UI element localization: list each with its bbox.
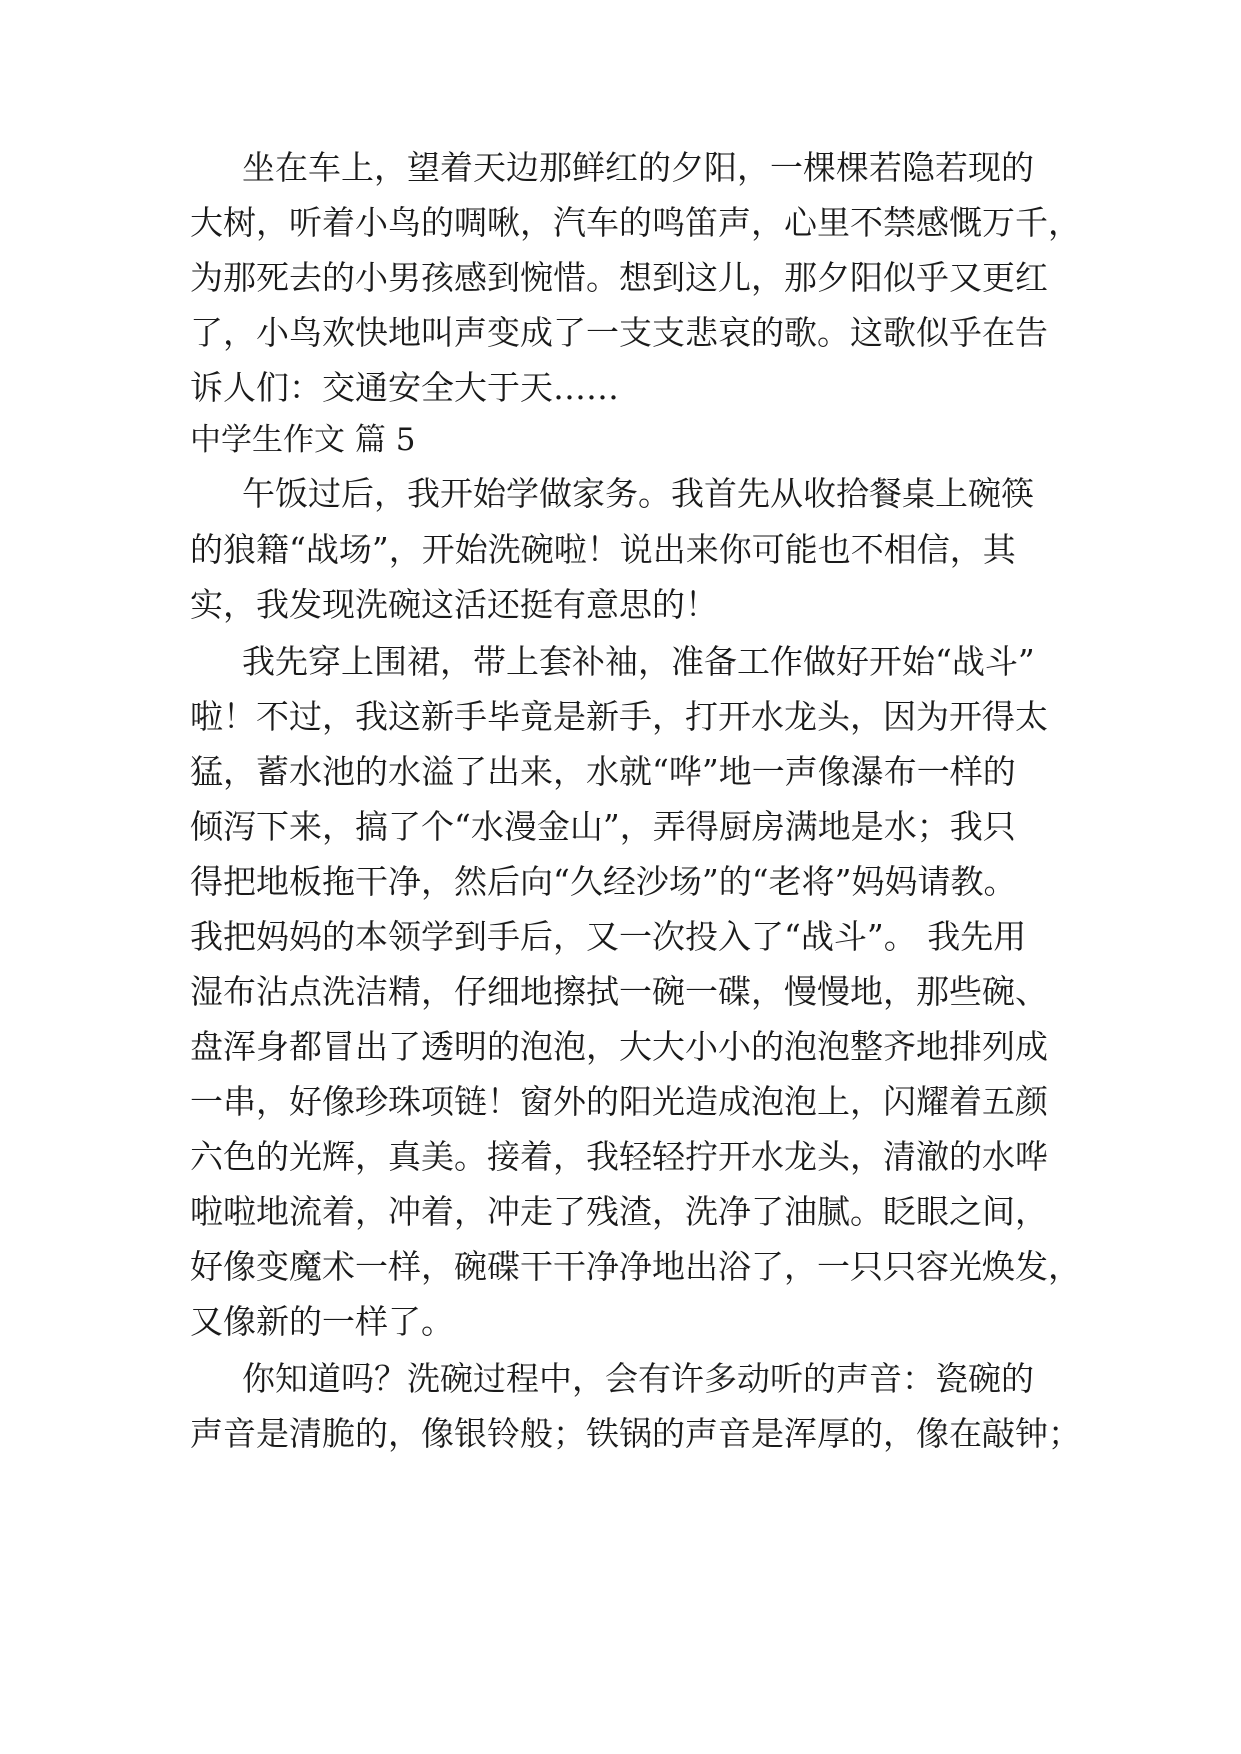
paragraph-line: 我先穿上围裙，带上套补袖，准备工作做好开始“战斗” <box>242 642 1035 681</box>
paragraph-line: 午饭过后，我开始学做家务。我首先从收拾餐桌上碗筷 <box>242 474 1034 513</box>
paragraph-line: 好像变魔术一样，碗碟干干净净地出浴了，一只只容光焕发， <box>190 1247 1081 1286</box>
paragraph-line: 实，我发现洗碗这活还挺有意思的！ <box>190 585 718 624</box>
paragraph-line: 啦！不过，我这新手毕竟是新手，打开水龙头，因为开得太 <box>190 697 1048 736</box>
paragraph-line: 了，小鸟欢快地叫声变成了一支支悲哀的歌。这歌似乎在告 <box>190 313 1048 352</box>
paragraph-line: 一串，好像珍珠项链！窗外的阳光造成泡泡上，闪耀着五颜 <box>190 1082 1048 1121</box>
paragraph-line: 大树，听着小鸟的啁啾，汽车的鸣笛声，心里不禁感慨万千， <box>190 203 1081 242</box>
paragraph-line: 的狼籍“战场”，开始洗碗啦！说出来你可能也不相信，其 <box>190 530 1016 569</box>
paragraph-line: 诉人们：交通安全大于天…… <box>190 368 619 407</box>
paragraph-line: 我把妈妈的本领学到手后，又一次投入了“战斗”。 我先用 <box>190 917 1027 956</box>
paragraph-line: 倾泻下来，搞了个“水漫金山”，弄得厨房满地是水；我只 <box>190 807 1016 846</box>
paragraph-line: 猛，蓄水池的水溢了出来，水就“哗”地一声像瀑布一样的 <box>190 752 1016 791</box>
paragraph-line: 啦啦地流着，冲着，冲走了残渣，洗净了油腻。眨眼之间， <box>190 1192 1048 1231</box>
paragraph-line: 为那死去的小男孩感到惋惜。想到这儿，那夕阳似乎又更红 <box>190 258 1048 297</box>
paragraph-line: 湿布沾点洗洁精，仔细地擦拭一碗一碟，慢慢地，那些碗、 <box>190 972 1048 1011</box>
paragraph-line: 坐在车上，望着天边那鲜红的夕阳，一棵棵若隐若现的 <box>242 148 1034 187</box>
paragraph-line: 盘浑身都冒出了透明的泡泡，大大小小的泡泡整齐地排列成 <box>190 1027 1048 1066</box>
paragraph-line: 又像新的一样了。 <box>190 1302 454 1341</box>
paragraph-line: 得把地板拖干净，然后向“久经沙场”的“老将”妈妈请教。 <box>190 862 1017 901</box>
paragraph-line: 六色的光辉，真美。接着，我轻轻拧开水龙头，清澈的水哗 <box>190 1137 1048 1176</box>
paragraph-line: 你知道吗？洗碗过程中，会有许多动听的声音：瓷碗的 <box>242 1359 1034 1398</box>
section-heading: 中学生作文 篇 5 <box>190 422 416 458</box>
paragraph-line: 声音是清脆的，像银铃般；铁锅的声音是浑厚的，像在敲钟； <box>190 1414 1081 1453</box>
